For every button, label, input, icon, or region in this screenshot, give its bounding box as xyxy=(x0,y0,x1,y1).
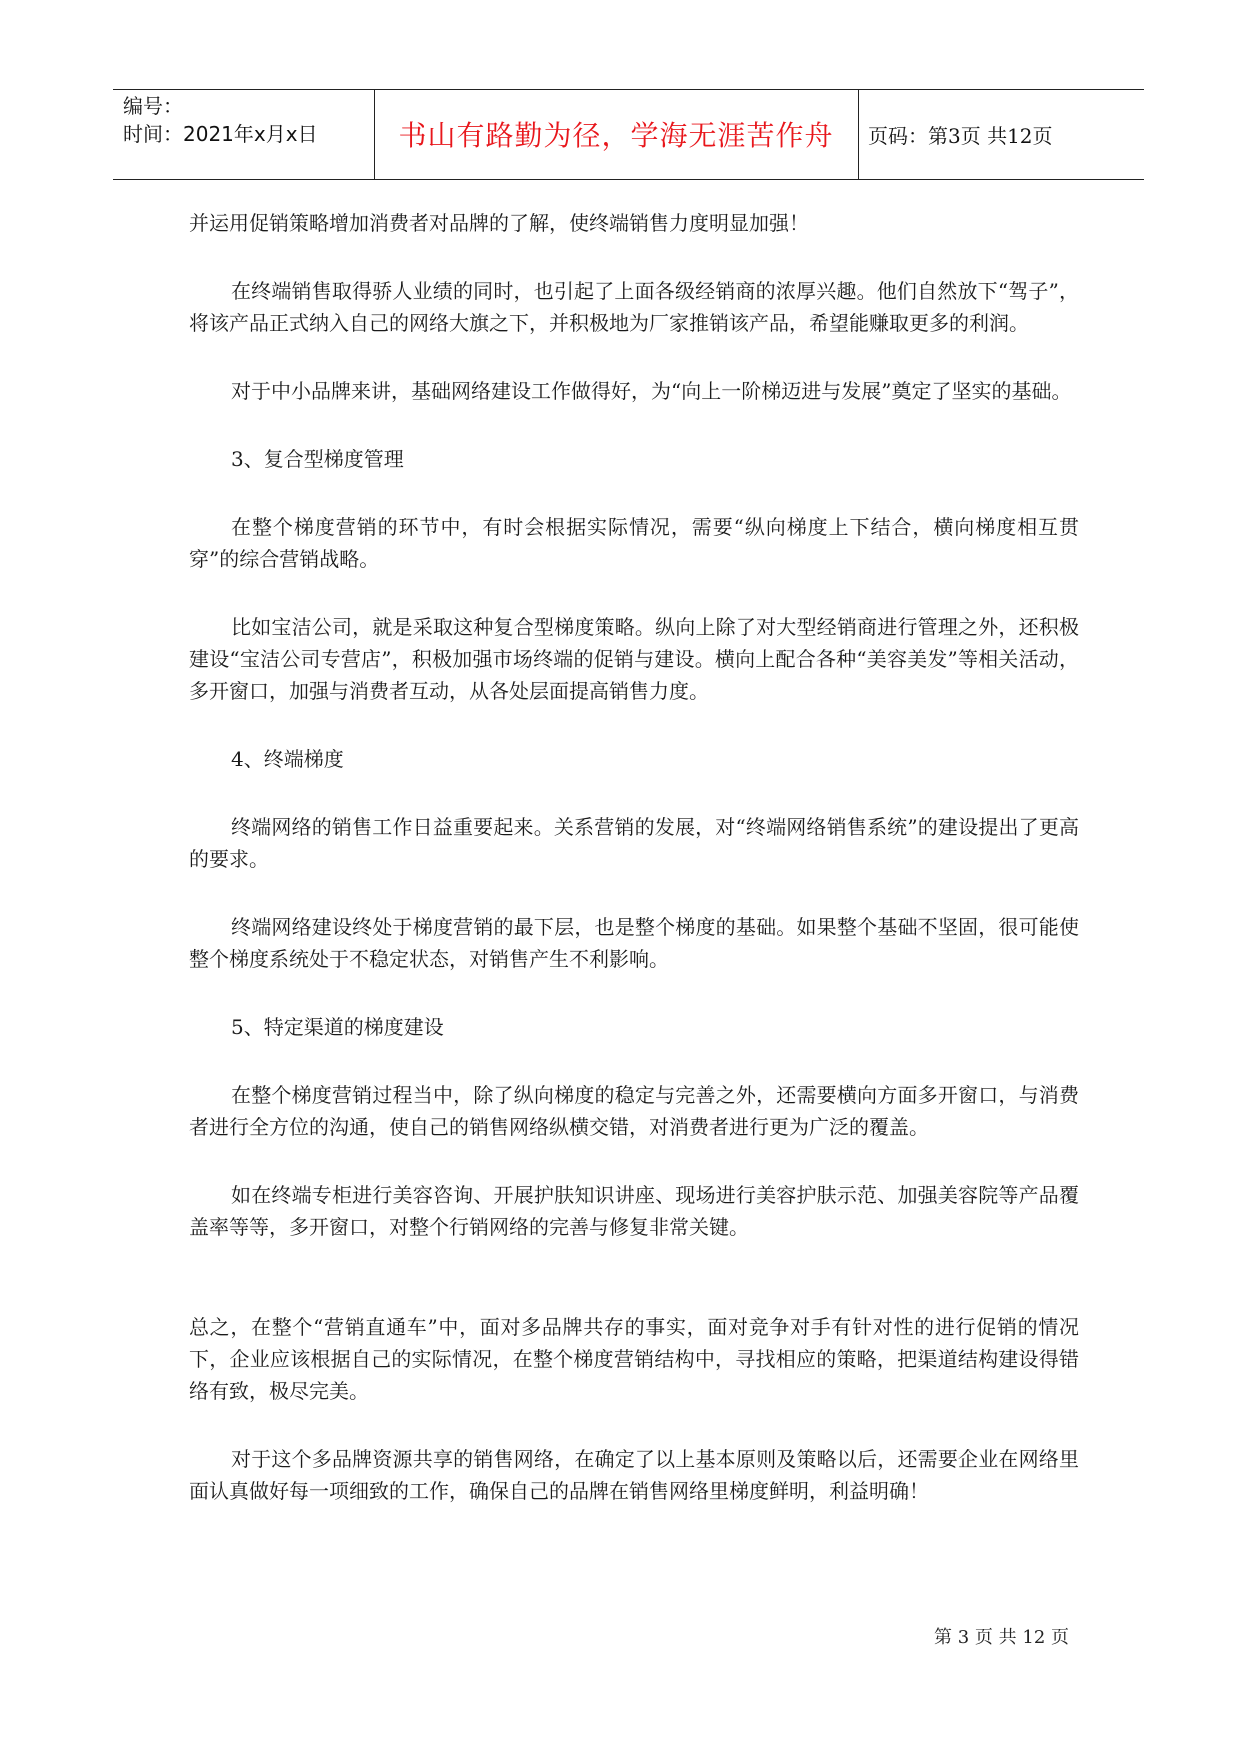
section-heading: 5、特定渠道的梯度建设 xyxy=(231,1015,444,1039)
paragraph: 对于这个多品牌资源共享的销售网络，在确定了以上基本原则及策略以后，还需要企业在网络里面认真做好每一项细致的工作，确保自己的品牌在销售网络里梯度鲜明，利益明确！ xyxy=(189,1447,1079,1503)
header-meta xyxy=(123,92,318,148)
document-body xyxy=(189,207,1079,1507)
paragraph: 终端网络建设终处于梯度营销的最下层，也是整个梯度的基础。如果整个基础不坚固，很可能使整个梯度系统处于不稳定状态，对销售产生不利影响。 xyxy=(189,915,1079,971)
paragraph: 总之，在整个“营销直通车”中，面对多品牌共存的事实，面对竞争对手有针对性的进行促销的情况下，企业应该根据自己的实际情况，在整个梯度营销结构中，寻找相应的策略，把渠道结构建设得错络有致，极尽完美。 xyxy=(189,1315,1079,1403)
paragraph: 在整个梯度营销的环节中，有时会根据实际情况，需要“纵向梯度上下结合，横向梯度相互贯穿”的综合营销战略。 xyxy=(189,515,1079,571)
document-number-label: 编号： xyxy=(123,94,183,118)
paragraph: 并运用促销策略增加消费者对品牌的了解，使终端销售力度明显加强！ xyxy=(189,211,809,235)
paragraph: 在终端销售取得骄人业绩的同时，也引起了上面各级经销商的浓厚兴趣。他们自然放下“驾子”，将该产品正式纳入自己的网络大旗之下，并积极地为厂家推销该产品，希望能赚取更多的利润。 xyxy=(189,279,1079,335)
header-divider xyxy=(858,90,859,179)
paragraph: 在整个梯度营销过程当中，除了纵向梯度的稳定与完善之外，还需要横向方面多开窗口，与消费者进行全方位的沟通，使自己的销售网络纵横交错，对消费者进行更为广泛的覆盖。 xyxy=(189,1083,1079,1139)
page-footer: 第 3 页 共 12 页 xyxy=(934,1627,1069,1648)
paragraph: 终端网络的销售工作日益重要起来。关系营销的发展，对“终端网络销售系统”的建设提出了更高的要求。 xyxy=(189,815,1079,871)
page-header xyxy=(113,89,1144,180)
header-motto: 书山有路勤为径，学海无涯苦作舟 xyxy=(398,119,834,152)
document-time-label: 时间：2021年x月x日 xyxy=(123,122,318,146)
paragraph: 比如宝洁公司，就是采取这种复合型梯度策略。纵向上除了对大型经销商进行管理之外，还积极建设“宝洁公司专营店”，积极加强市场终端的促销与建设。横向上配合各种“美容美发”等相关活动，多开窗口，加强与消费者互动，从各处层面提高销售力度。 xyxy=(189,615,1079,703)
header-page-label: 页码：第3页 共12页 xyxy=(868,123,1053,148)
section-heading: 3、复合型梯度管理 xyxy=(231,447,404,471)
paragraph: 对于中小品牌来讲，基础网络建设工作做得好，为“向上一阶梯迈进与发展”奠定了坚实的基础。 xyxy=(231,379,1072,403)
paragraph: 如在终端专柜进行美容咨询、开展护肤知识讲座、现场进行美容护肤示范、加强美容院等产品覆盖率等等，多开窗口，对整个行销网络的完善与修复非常关键。 xyxy=(189,1183,1079,1239)
section-heading: 4、终端梯度 xyxy=(231,747,344,771)
